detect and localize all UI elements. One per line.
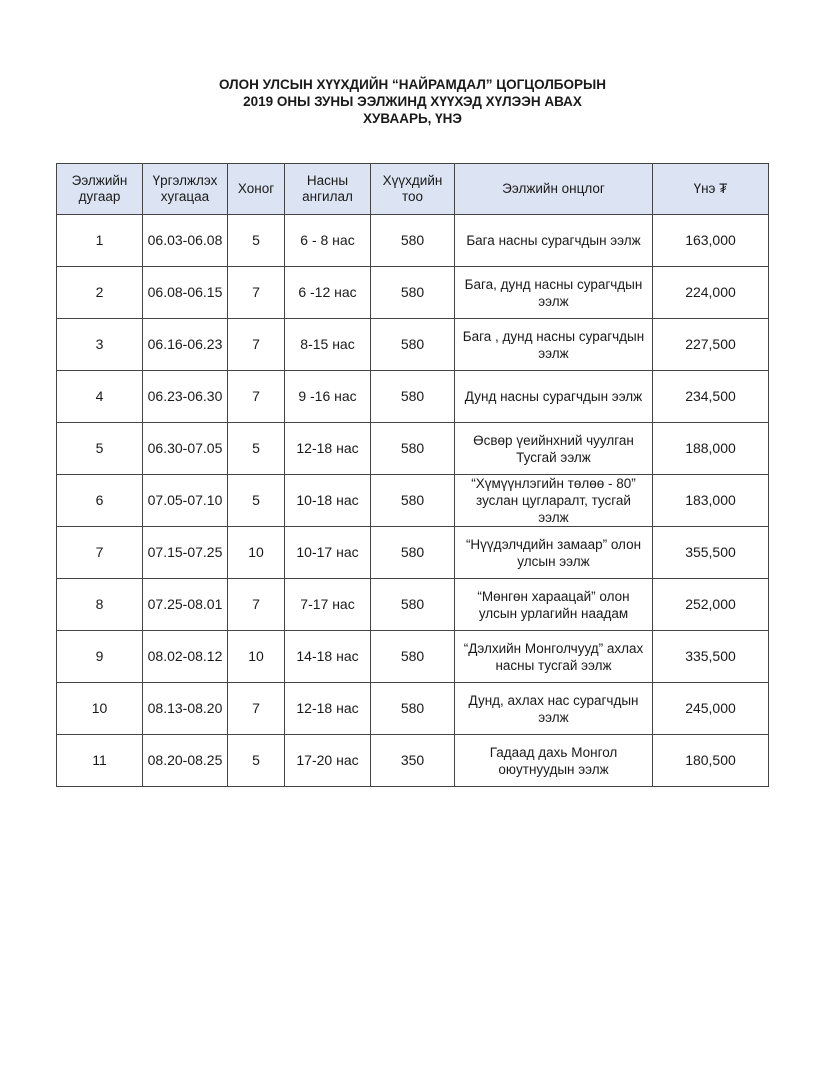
cell-price: 335,500 [653, 631, 769, 683]
cell-children-count: 580 [371, 631, 455, 683]
cell-shift-feature: Дунд, ахлах нас сурагчдын ээлж [455, 683, 653, 735]
cell-shift-feature: Дунд насны сурагчдын ээлж [455, 371, 653, 423]
cell-shift-feature: “Хүмүүнлэгийн төлөө - 80” зуслан цугларалт, тусгай ээлж [455, 475, 653, 527]
cell-duration: 06.16-06.23 [143, 319, 228, 371]
cell-age-group: 8-15 нас [285, 319, 371, 371]
cell-price: 245,000 [653, 683, 769, 735]
table-row [57, 579, 769, 631]
cell-children-count: 350 [371, 735, 455, 787]
cell-shift-feature: Гадаад дахь Монгол оюутнуудын ээлж [455, 735, 653, 787]
table-row [57, 683, 769, 735]
table-row [57, 215, 769, 267]
cell-price: 180,500 [653, 735, 769, 787]
cell-shift-number: 6 [57, 475, 143, 527]
cell-days: 7 [228, 319, 285, 371]
header-shift-number: Ээлжийн дугаар [57, 164, 143, 215]
cell-duration: 07.15-07.25 [143, 527, 228, 579]
cell-children-count: 580 [371, 527, 455, 579]
cell-duration: 08.20-08.25 [143, 735, 228, 787]
cell-price: 227,500 [653, 319, 769, 371]
table-body [57, 215, 769, 787]
cell-age-group: 12-18 нас [285, 423, 371, 475]
cell-days: 7 [228, 683, 285, 735]
title-line-2: 2019 ОНЫ ЗУНЫ ЭЭЛЖИНД ХҮҮХЭД ХҮЛЭЭН АВАХ [243, 94, 582, 109]
cell-shift-number: 11 [57, 735, 143, 787]
cell-days: 7 [228, 267, 285, 319]
header-row [57, 164, 769, 215]
cell-price: 188,000 [653, 423, 769, 475]
cell-days: 10 [228, 631, 285, 683]
cell-age-group: 6 -12 нас [285, 267, 371, 319]
cell-shift-feature: Өсвөр үеийнхний чуулган Тусгай ээлж [455, 423, 653, 475]
header-age-group: Насны ангилал [285, 164, 371, 215]
cell-price: 234,500 [653, 371, 769, 423]
cell-shift-number: 2 [57, 267, 143, 319]
cell-age-group: 12-18 нас [285, 683, 371, 735]
table-row [57, 267, 769, 319]
cell-shift-feature: Бага, дунд насны сурагчдын ээлж [455, 267, 653, 319]
cell-price: 224,000 [653, 267, 769, 319]
cell-children-count: 580 [371, 579, 455, 631]
title-line-1: ОЛОН УЛСЫН ХҮҮХДИЙН “НАЙРАМДАЛ” ЦОГЦОЛБОРЫН [219, 77, 606, 92]
document-title [0, 76, 825, 127]
cell-days: 10 [228, 527, 285, 579]
cell-shift-number: 1 [57, 215, 143, 267]
cell-shift-number: 3 [57, 319, 143, 371]
cell-price: 183,000 [653, 475, 769, 527]
cell-age-group: 14-18 нас [285, 631, 371, 683]
cell-children-count: 580 [371, 423, 455, 475]
cell-duration: 06.03-06.08 [143, 215, 228, 267]
cell-children-count: 580 [371, 475, 455, 527]
cell-price: 252,000 [653, 579, 769, 631]
cell-duration: 08.02-08.12 [143, 631, 228, 683]
cell-shift-feature: Бага насны сурагчдын ээлж [455, 215, 653, 267]
cell-age-group: 6 - 8 нас [285, 215, 371, 267]
cell-shift-number: 8 [57, 579, 143, 631]
cell-shift-number: 7 [57, 527, 143, 579]
cell-price: 163,000 [653, 215, 769, 267]
cell-children-count: 580 [371, 371, 455, 423]
cell-age-group: 7-17 нас [285, 579, 371, 631]
cell-days: 7 [228, 579, 285, 631]
cell-shift-feature: “Мөнгөн хараацай” олон улсын урлагийн наадам [455, 579, 653, 631]
cell-price: 355,500 [653, 527, 769, 579]
cell-shift-number: 5 [57, 423, 143, 475]
cell-children-count: 580 [371, 319, 455, 371]
cell-duration: 07.25-08.01 [143, 579, 228, 631]
cell-age-group: 9 -16 нас [285, 371, 371, 423]
cell-duration: 08.13-08.20 [143, 683, 228, 735]
header-days: Хоног [228, 164, 285, 215]
cell-duration: 06.30-07.05 [143, 423, 228, 475]
cell-days: 5 [228, 475, 285, 527]
table-row [57, 371, 769, 423]
cell-duration: 07.05-07.10 [143, 475, 228, 527]
cell-shift-feature: “Дэлхийн Монголчууд” ахлах насны тусгай ээлж [455, 631, 653, 683]
table-row [57, 527, 769, 579]
cell-duration: 06.08-06.15 [143, 267, 228, 319]
cell-days: 5 [228, 215, 285, 267]
title-line-3: ХУВААРЬ, ҮНЭ [362, 111, 463, 126]
cell-age-group: 17-20 нас [285, 735, 371, 787]
table-row [57, 475, 769, 527]
table-row [57, 319, 769, 371]
table-row [57, 423, 769, 475]
cell-days: 5 [228, 735, 285, 787]
table-row [57, 631, 769, 683]
header-duration: Үргэлжлэх хугацаа [143, 164, 228, 215]
table-row [57, 735, 769, 787]
cell-days: 7 [228, 371, 285, 423]
cell-shift-number: 9 [57, 631, 143, 683]
cell-days: 5 [228, 423, 285, 475]
header-price: Үнэ ₮ [653, 164, 769, 215]
cell-children-count: 580 [371, 215, 455, 267]
cell-shift-feature: “Нүүдэлчдийн замаар” олон улсын ээлж [455, 527, 653, 579]
cell-children-count: 580 [371, 267, 455, 319]
table-header [57, 164, 769, 215]
header-children-count: Хүүхдийн тоо [371, 164, 455, 215]
header-shift-feature: Ээлжийн онцлог [455, 164, 653, 215]
cell-duration: 06.23-06.30 [143, 371, 228, 423]
cell-shift-number: 10 [57, 683, 143, 735]
schedule-table [56, 163, 769, 787]
cell-shift-number: 4 [57, 371, 143, 423]
cell-children-count: 580 [371, 683, 455, 735]
cell-shift-feature: Бага , дунд насны сурагчдын ээлж [455, 319, 653, 371]
cell-age-group: 10-17 нас [285, 527, 371, 579]
cell-age-group: 10-18 нас [285, 475, 371, 527]
